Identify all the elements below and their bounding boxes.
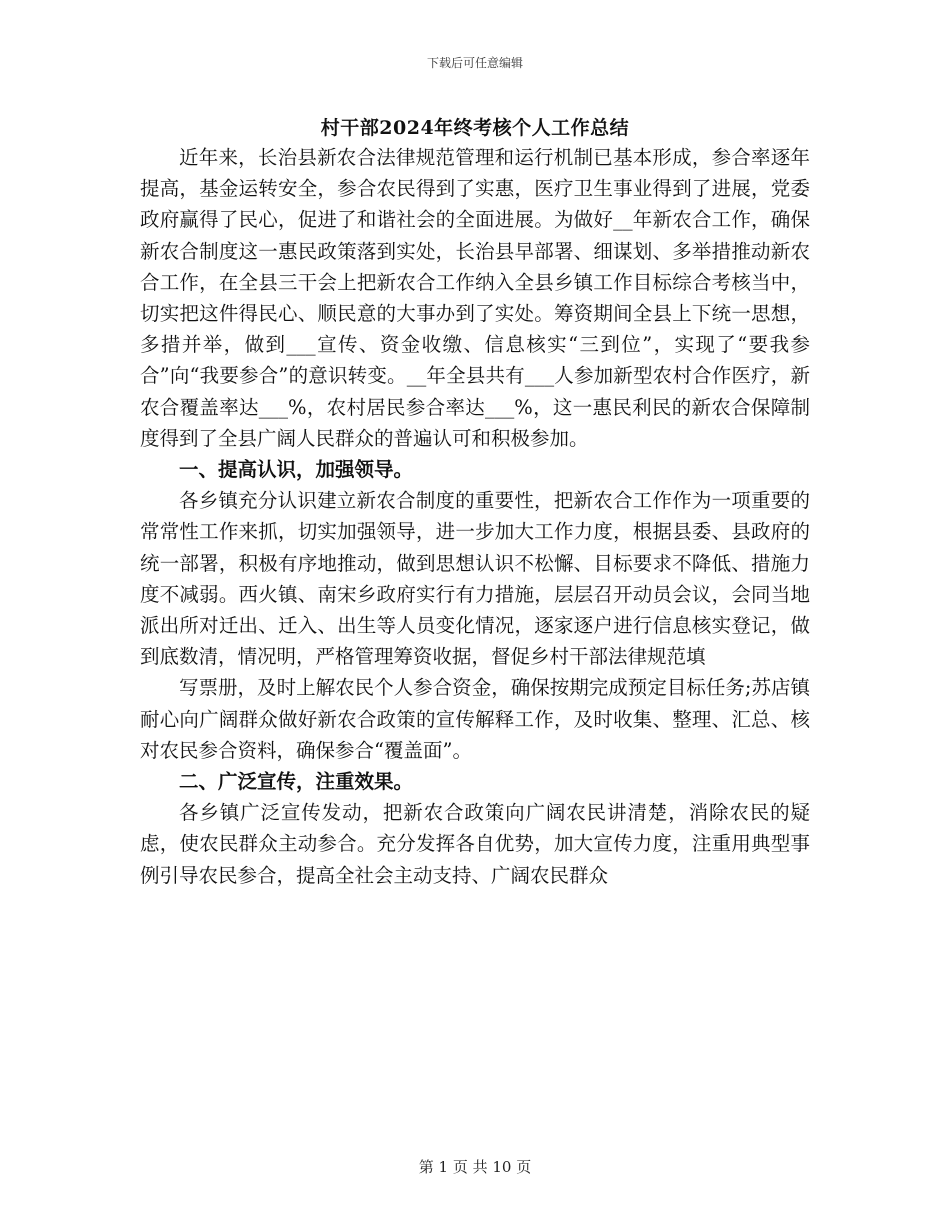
paragraph-intro: 近年来，长治县新农合法律规范管理和运行机制已基本形成，参合率逐年提高，基金运转安全，参合农民得到了实惠，医疗卫生事业得到了进展，党委政府赢得了民心，促进了和谐社会的全面进展。为做好__年新农合工作，确保新农合制度这一惠民政策落到实处，长治县早部署、细谋划、多举措推动新农合工作，在全县三干会上把新农合工作纳入全县乡镇工作目标综合考核当中，切实把这件得民心、顺民意的大事办到了实处。筹资期间全县上下统一思想，多措并举，做到___宣传、资金收缴、信息核实“三到位”，实现了“要我参合”向“我要参合”的意识转变。__年全县共有___人参加新型农村合作医疗，新农合覆盖率达___%，农村居民参合率达___%，这一惠民利民的新农合保障制度得到了全县广阔人民群众的普遍认可和积极参加。 [140, 146, 810, 450]
page-number: 第 1 页 共 10 页 [418, 1158, 532, 1176]
header-note: 下载后可任意编辑 [426, 56, 523, 70]
document-body [140, 142, 810, 891]
document-title: 村干部2024年终考核个人工作总结 [320, 117, 630, 139]
section-heading-1: 一、提高认识，加强领导。 [179, 458, 414, 482]
section-heading-2: 二、广泛宣传，注重效果。 [179, 770, 414, 794]
paragraph-section-1: 各乡镇充分认识建立新农合制度的重要性，把新农合工作作为一项重要的常常性工作来抓，切实加强领导，进一步加大工作力度，根据县委、县政府的统一部署，积极有序地推动，做到思想认识不松懈、目标要求不降低、措施力度不减弱。西火镇、南宋乡政府实行有力措施，层层召开动员会议，会同当地派出所对迁出、迁入、出生等人员变化情况，逐家逐户进行信息核实登记，做到底数清，情况明，严格管理筹资收据，督促乡村干部法律规范填 [140, 489, 810, 669]
paragraph-section-1-continued: 写票册，及时上解农民个人参合资金，确保按期完成预定目标任务;苏店镇耐心向广阔群众做好新农合政策的宣传解释工作，及时收集、整理、汇总、核对农民参合资料，确保参合“覆盖面”。 [140, 676, 810, 762]
paragraph-section-2: 各乡镇广泛宣传发动，把新农合政策向广阔农民讲清楚，消除农民的疑虑，使农民群众主动参合。充分发挥各自优势，加大宣传力度，注重用典型事例引导农民参合，提高全社会主动支持、广阔农民群众 [140, 801, 810, 887]
